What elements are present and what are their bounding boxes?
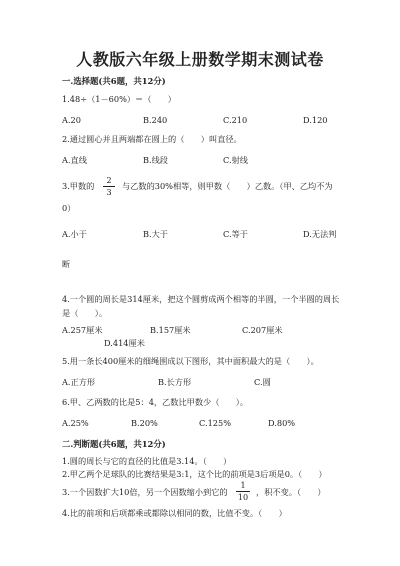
question-4-line2: 是（ ）。: [62, 308, 108, 318]
q4-option-c: C.207厘米: [242, 325, 283, 335]
q2-option-b: B.线段: [143, 155, 168, 165]
judgement-1: 1.圆的周长与它的直径的比值是3.14。（ ）: [62, 456, 232, 466]
section-heading-choice: 一.选择题(共6题，共12分): [62, 76, 166, 86]
judgement-3-start: 3.一个因数扩大10倍，另一个因数缩小到它的: [62, 487, 228, 497]
q3-option-d-wrap: 断: [62, 259, 71, 269]
q4-option-a: A.257厘米: [62, 325, 103, 335]
q6-option-d: D.80%: [268, 418, 296, 428]
q3-option-c: C.等于: [223, 229, 248, 239]
q6-option-a: A.25%: [62, 418, 89, 428]
question-3-end: 与乙数的30%相等，则甲数（ ）乙数。（甲、乙均不为: [122, 181, 333, 191]
question-4-line1: 4.一个圆的周长是314厘米，把这个圆剪成两个相等的半圆，一个半圆的周长: [62, 294, 340, 304]
question-6: 6.甲、乙两数的比是5：4，乙数比甲数少（ ）。: [62, 397, 249, 407]
q4-option-d: D.414厘米: [104, 338, 145, 348]
section-heading-judgement: 二.判断题(共6题，共12分): [62, 439, 166, 449]
j3-fraction: [236, 481, 250, 502]
q3-option-b: B.大于: [143, 229, 168, 239]
question-2: 2.通过圆心并且两端都在圆上的（ ）叫直径。: [62, 134, 242, 144]
j3-fraction-numerator: 1: [240, 481, 246, 490]
q3-fraction-numerator: 2: [106, 176, 112, 185]
judgement-3-end: ，积不变。（ ）: [256, 487, 326, 497]
q4-option-b: B.157厘米: [150, 325, 191, 335]
question-5: 5.用一条长400厘米的细绳围成以下图形，其中面积最大的是（ ）。: [62, 356, 319, 366]
question-1: 1.48÷（1－60%）＝（ ）: [62, 94, 176, 104]
q6-option-c: C.125%: [199, 418, 231, 428]
q5-option-c: C.圆: [254, 377, 271, 387]
j3-fraction-denominator: 10: [237, 493, 249, 502]
question-3-continued: 0）: [62, 203, 76, 213]
page-title: 人教版六年级上册数学期末测试卷: [76, 50, 324, 69]
q5-option-b: B.长方形: [158, 377, 192, 387]
q1-option-d: D.120: [303, 115, 328, 125]
q5-option-a: A.正方形: [62, 377, 96, 387]
q3-option-d: D.无法判: [303, 229, 337, 239]
q2-option-c: C.射线: [223, 155, 248, 165]
judgement-4: 4.比的前项和后项都乘或都除以相同的数，比值不变。（ ）: [62, 508, 287, 518]
q1-option-a: A.20: [62, 115, 81, 125]
q3-option-a: A.小于: [62, 229, 87, 239]
judgement-2: 2.甲乙两个足球队的比赛结果是3:1，这个比的前项是3后项是0。（ ）: [62, 469, 327, 479]
j3-fraction-bar: [236, 491, 250, 492]
q3-fraction-bar: [103, 186, 115, 187]
q6-option-b: B.20%: [131, 418, 158, 428]
q2-option-a: A.直线: [62, 155, 87, 165]
q3-fraction-denominator: 3: [106, 188, 112, 197]
question-3-start: 3.甲数的: [62, 181, 95, 191]
q1-option-c: C.210: [223, 115, 248, 125]
q1-option-b: B.240: [143, 115, 168, 125]
q3-fraction: [103, 176, 115, 197]
